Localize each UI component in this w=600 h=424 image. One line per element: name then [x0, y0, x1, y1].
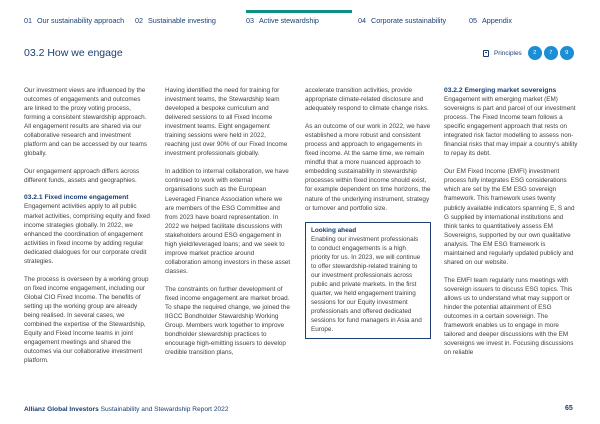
paragraph: The process is overseen by a working group on fixed income engagement, including our Global CIO Fixed Income. The benefits of setting up the working group are already being realised. In several cases, we combined the expertise of the Stewardship, Equity and Fixed Income teams in joint engagement meetings and shared the outcomes via our collaborative investment platform. [24, 275, 149, 365]
paragraph: Engagement activities apply to all public market activities, comprising equity and fixed income strategies globally. In 2022, we enhanced the coordination of engagement activities in fixed income by adding regular dedicated dialogues for our corporate credit strategies. [24, 203, 150, 265]
nav-item-number: 05 [469, 16, 477, 25]
looking-ahead-callout [305, 222, 431, 340]
principle-badge-2[interactable]: 2 [528, 46, 542, 60]
nav-item-corporate-sustainability[interactable] [358, 16, 446, 25]
callout-title: Looking ahead [311, 226, 357, 234]
paragraph: In addition to internal collaboration, we have continued to work with external organisations such as the European Leveraged Finance Association where we are members of the ESG Committee and from 2023 have board representation. In 2022 we helped facilitate discussions with stakeholders around ESG engagement in high yield/leveraged loans; and we seek to improve market practice around collaboration among investors in these asset classes. [165, 168, 291, 275]
column-4 [444, 86, 578, 366]
nav-item-number: 03 [246, 16, 254, 25]
section-navigation [0, 0, 600, 28]
page-number: 65 [565, 405, 573, 412]
principles-group [483, 45, 574, 61]
paragraph: Our investment views are influenced by the outcomes of engagements and outcomes are linked to the proxy voting process, forming a consistent stewardship approach. All engagement results are shared via our collaborative research and investment platform and can be accessed by our teams globally. [24, 87, 148, 158]
column-2 [165, 86, 291, 366]
column-1 [24, 86, 150, 374]
section-heading-fixed-income: 03.2.1 Fixed income engagement [24, 194, 129, 202]
book-icon [483, 50, 489, 57]
callout-text: Enabling our investment professionals to conduct engagements is a high priority for us. In 2023, we will continue to offer stewardship-related training to our investment professionals across public and private markets. In the first quarter, we held engagement training sessions for our Equity investment professionals and offered dedicated sessions for fund managers in Asia and Europe. [311, 235, 422, 334]
paragraph: Having identified the need for training for investment teams, the Stewardship team developed a bespoke curriculum and delivered sessions to all Fixed Income investment teams. Eight engagement training sessions were held in 2022, reaching just over 90% of our Fixed Income investment professionals globally. [165, 87, 288, 158]
paragraph: The EMFI team regularly runs meetings with sovereign issuers to discuss ESG topics. This allows us to understand what may support or hinder the potential attainment of ESG outcomes in a certain sovereign. The framework enables us to engage in more tailored and deeper discussions with the EM sovereigns we invest in. Focusing discussions on reliable [444, 276, 574, 357]
nav-item-number: 04 [358, 16, 366, 25]
section-heading-emerging-markets: 03.2.2 Emerging market sovereigns [444, 87, 557, 94]
paragraph: accelerate transition activities, provide appropriate climate-related disclosure and adequately respond to climate change risks. [305, 87, 429, 113]
nav-item-number: 01 [24, 16, 32, 25]
paragraph: Engagement with emerging market (EM) sovereigns is part and parcel of our investment process. The Fixed Income team follows a specific engagement approach that rests on integrated risk factor modelling to assess non-financial risks that may impair a country's ability to repay its debt. [444, 96, 578, 158]
footer-brand: Allianz Global Investors [24, 406, 99, 413]
nav-item-appendix[interactable] [469, 16, 512, 25]
nav-item-sustainable-investing[interactable] [135, 16, 216, 25]
nav-item-number: 02 [135, 16, 143, 25]
column-3 [305, 86, 433, 339]
nav-item-label: Active stewardship [259, 16, 319, 25]
nav-item-label: Appendix [482, 16, 512, 25]
paragraph: As an outcome of our work in 2022, we have established a more robust and consistent process and approach to engagements in fixed income. At the same time, we remain mindful that a more nuanced approach to embedding sustainability in stewardship processes within fixed income should exist, for example dependent on time horizons, the nature of the underlying instrument, strategy or turnover and portfolio size. [305, 123, 431, 212]
principle-badge-7[interactable]: 7 [544, 46, 558, 60]
principles-label: Principles [494, 49, 522, 57]
footer [24, 406, 229, 413]
footer-report-title: Sustainability and Stewardship Report 2022 [100, 406, 229, 413]
paragraph: The constraints on further development of fixed income engagement are market broad. To shape the required change, we joined the IIGCC Bondholder Stewardship Working Group. Members work together to improve bondholder stewardship practices to encourage high-emitting issuers to develop credible transition plans, [165, 285, 290, 357]
page-title: 03.2 How we engage [24, 47, 123, 59]
principle-badge-9[interactable]: 9 [560, 46, 574, 60]
nav-item-label: Corporate sustainability [371, 16, 447, 25]
paragraph: Our engagement approach differs across different funds, assets and geographies. [24, 168, 140, 185]
nav-item-label: Our sustainability approach [37, 16, 125, 25]
nav-item-label: Sustainable investing [148, 16, 216, 25]
paragraph: Our EM Fixed Income (EMFI) investment process fully integrates ESG considerations which are set by the EM ESG sovereign framework. This framework uses twenty publicly available indicators spanning E, S and G supplied by international institutions and think tanks to quantitatively assess EM Sovereigns, supported by our own qualitative analysis. The EM ESG framework is maintained and regularly updated publicly and shared on our website. [444, 168, 575, 266]
nav-item-active-stewardship[interactable] [246, 16, 319, 25]
nav-item-sustainability-approach[interactable] [24, 16, 124, 25]
active-section-indicator [246, 10, 352, 13]
